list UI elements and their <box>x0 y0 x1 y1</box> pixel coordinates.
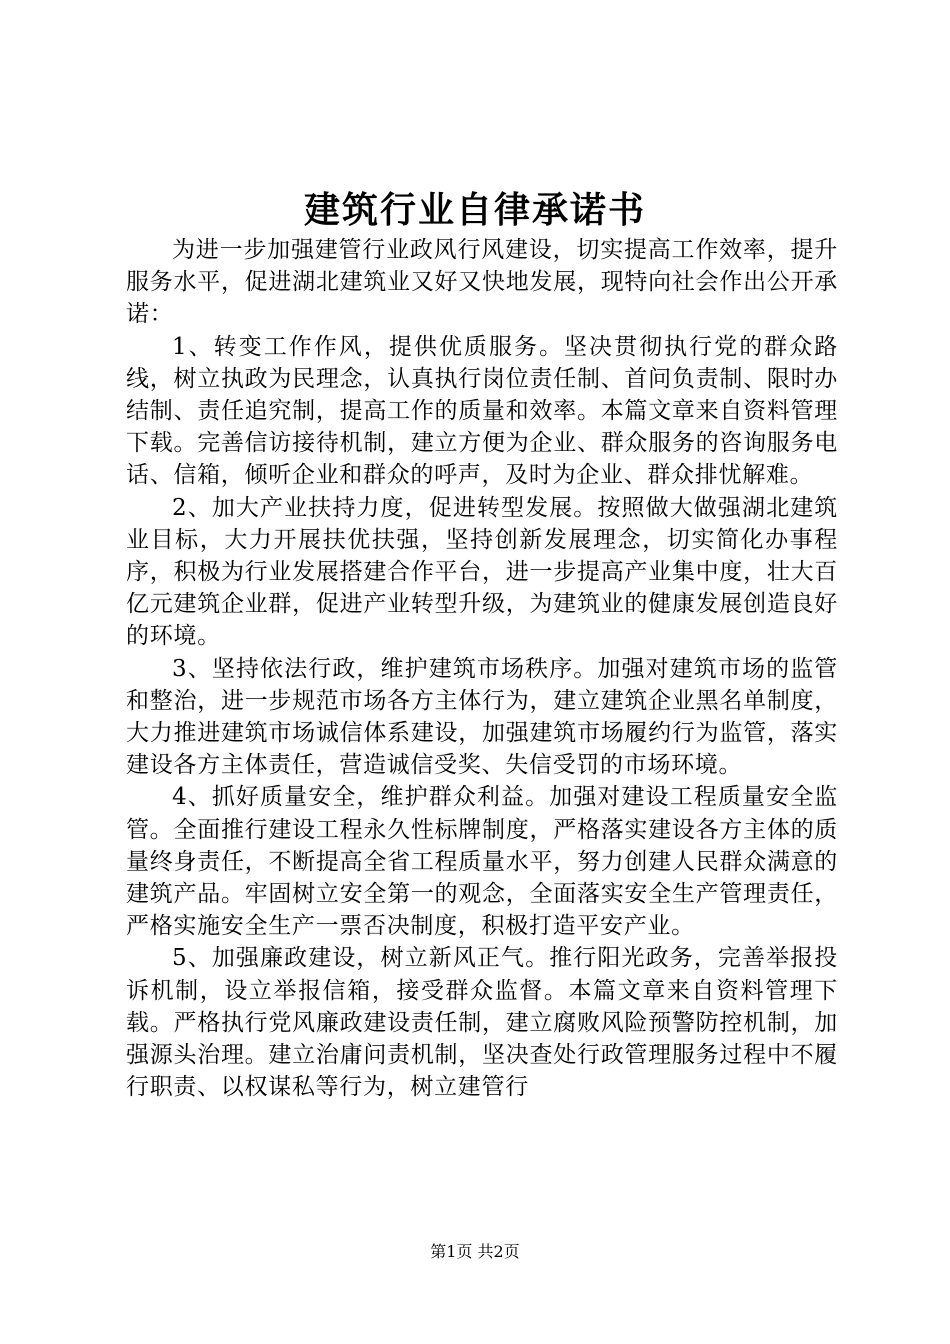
paragraph-item-1: 1、转变工作作风，提供优质服务。坚决贯彻执行党的群众路线，树立执政为民理念，认真执行岗位责任制、首问负责制、限时办结制、责任追究制，提高工作的质量和效率。本篇文章来自资料管理下载。完善信访接待机制，建立方便为企业、群众服务的咨询服务电话、信箱，倾听企业和群众的呼声，及时为企业、群众排忧解难。 <box>126 333 838 489</box>
document-title: 建筑行业自律承诺书 <box>303 189 646 231</box>
paragraph-item-4: 4、抓好质量安全，维护群众利益。加强对建设工程质量安全监管。全面推行建设工程永久性标牌制度，严格落实建设各方主体的质量终身责任，不断提高全省工程质量水平，努力创建人民群众满意的建筑产品。牢固树立安全第一的观念，全面落实安全生产管理责任，严格实施安全生产一票否决制度，积极打造平安产业。 <box>126 784 838 940</box>
document-body <box>126 234 838 1103</box>
page-number-footer: 第1页 共2页 <box>430 1242 520 1261</box>
paragraph-intro: 为进一步加强建管行业政风行风建设，切实提高工作效率，提升服务水平，促进湖北建筑业又好又快地发展，现特向社会作出公开承诺： <box>126 237 838 328</box>
paragraph-item-3: 3、坚持依法行政，维护建筑市场秩序。加强对建筑市场的监管和整治，进一步规范市场各方主体行为，建立建筑企业黑名单制度，大力推进建筑市场诚信体系建设，加强建筑市场履约行为监管，落实建设各方主体责任，营造诚信受奖、失信受罚的市场环境。 <box>126 655 838 779</box>
paragraph-item-2: 2、加大产业扶持力度，促进转型发展。按照做大做强湖北建筑业目标，大力开展扶优扶强，坚持创新发展理念，切实简化办事程序，积极为行业发展搭建合作平台，进一步提高产业集中度，壮大百亿元建筑企业群，促进产业转型升级，为建筑业的健康发展创造良好的环境。 <box>126 494 838 650</box>
paragraph-item-5: 5、加强廉政建设，树立新风正气。推行阳光政务，完善举报投诉机制，设立举报信箱，接受群众监督。本篇文章来自资料管理下载。严格执行党风廉政建设责任制，建立腐败风险预警防控机制，加强源头治理。建立治庸问责机制，坚决查处行政管理服务过程中不履行职责、以权谋私等行为，树立建管行 <box>126 945 838 1101</box>
